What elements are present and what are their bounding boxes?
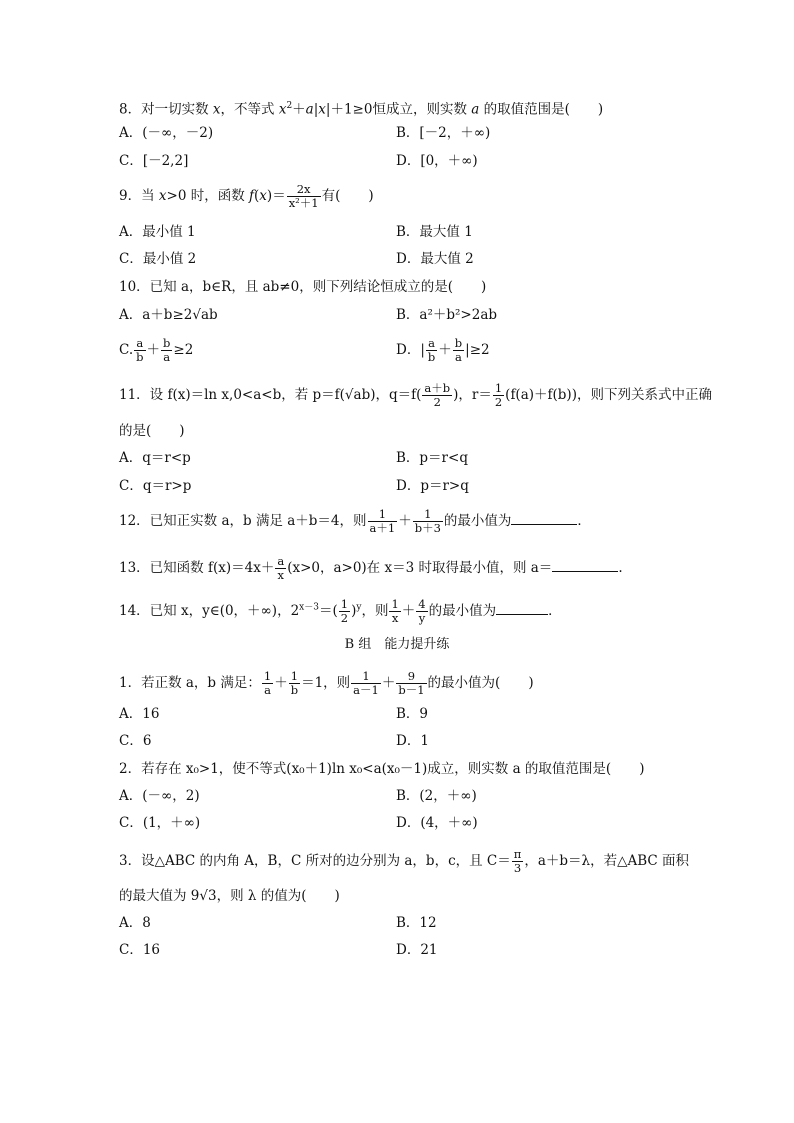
answer-blank [552,559,618,572]
q8-text: ，不等式 [220,101,279,118]
fraction: $\frac{a}{x}$ [277,554,285,582]
q10-option-a: A．a＋b≥2√ab [119,307,218,323]
q9-option-d: D．最大值 2 [396,251,474,267]
q10-option-d: D．| $\frac{a}{b}$ ＋ $\frac{b}{a}$ |≥2 [396,336,490,364]
b3-option-d: D．21 [396,942,438,958]
question-8-stem: 8．对一切实数 x，不等式 $x^2+a|x|+1\ge 0$恒成立，则实数 a 的取值范围是( ) [119,101,604,118]
q8-text: ) [597,101,604,118]
q9-text: ＝ [272,188,286,204]
q11-option-a: A．q＝r<p [119,450,191,466]
fraction: $\frac{9}{b-1}$ [398,669,425,697]
b3-option-b: B．12 [396,915,437,931]
fraction: $\frac{1}{2}$ [494,381,503,409]
b1-option-d: D．1 [396,733,429,749]
fraction: $\frac{1}{a-1}$ [353,669,379,697]
b-question-3-stem-cont: 的最大值为 9√3，则 λ 的值为( ) [119,888,340,904]
b1-option-b: B．9 [396,706,429,722]
q9-text: 9．当 [119,188,159,204]
fraction: $\frac{1}{b}$ [290,669,299,697]
fraction: $\frac{1}{a}$ [263,669,272,697]
q8-text: 的取值范围是( [479,101,570,118]
q10-option-b: B．a²＋b²>2ab [396,307,498,323]
question-9-stem: 9．当 x>0 时，函数 f(x)＝ $\frac{2x}{\text{x²＋1}}$ 有( ) [119,182,374,210]
q9-text: >0 时，函数 [166,188,249,204]
q9-option-a: A．最小值 1 [119,224,196,240]
q8-text: 8．对一切实数 [119,101,213,118]
fraction: $\frac{\pi}{3}$ [513,847,522,875]
fraction: $\frac{a}{b}$ [427,336,436,364]
q11-option-d: D．p＝r>q [396,478,469,494]
b2-option-b: B．(2，＋∞) [396,788,477,804]
b2-option-d: D．(4，＋∞) [396,815,478,831]
q9-text: 有( [321,188,341,204]
q8-option-b: B．[－2，＋∞) [396,125,491,141]
b3-option-c: C．16 [119,942,161,958]
question-11-stem: 11．设 f(x)＝ln x,0<a<b，若 p＝f(√ab)，q＝f( $\frac{a+b}{2}$ )，r＝ $\frac{1}{2}$ (f(a)＋f(b))，则下列关系式中正确 [119,381,712,409]
q11-option-c: C．q＝r>p [119,478,192,494]
q8-option-a: A．(－∞，－2) [119,125,214,141]
section-heading: B 组 能力提升练 [344,637,450,652]
b2-option-c: C．(1，＋∞) [119,815,201,831]
q8-option-d: D．[0，＋∞) [396,153,478,169]
b1-option-a: A．16 [119,706,160,722]
fraction: $\frac{a}{b}$ [136,336,144,364]
question-13-stem: 13．已知函数 f(x)＝4x＋ $\frac{a}{x}$ (x>0，a>0)在 x＝3 时取得最小值，则 a＝ . [119,554,623,582]
fraction: $\frac{b}{a}$ [163,336,171,364]
fraction: $\frac{4}{y}$ [418,597,426,625]
q11-option-b: B．p＝r<q [396,450,468,466]
question-11-stem-cont: 的是( ) [119,423,185,439]
q9-text: ) [368,188,374,204]
question-14-stem: 14．已知 x，y∈(0，＋∞)，$2^{x-3}=$( $\frac{1}{2}$ )$^y$，则 $\frac{1}{x}$ ＋ $\frac{4}{y}$ 的最小值为 ． [119,597,562,625]
fraction: $\frac{a+b}{2}$ [424,381,451,409]
answer-blank [511,512,577,525]
b-question-3-stem: 3．设△ABC 的内角 A，B，C 所对的边分别为 a，b，c，且 C＝ $\frac{\pi}{3}$ ，a＋b＝λ，若△ABC 面积 [119,847,689,875]
q9-option-c: C．最小值 2 [119,251,197,267]
fraction: $\frac{1}{x}$ [391,597,399,625]
b2-option-a: A．(－∞，2) [119,788,200,804]
fraction: $\frac{1}{2}$ [340,597,349,625]
b-question-2-stem: 2．若存在 x₀>1，使不等式(x₀＋1)ln x₀<a(x₀－1)成立，则实数 a 的取值范围是( ) [119,761,645,777]
q8-text: 恒成立，则实数 [372,101,472,118]
fraction: $\frac{1}{b+3}$ [414,507,441,535]
fraction: $\frac{1}{a+1}$ [369,507,396,535]
b-question-1-stem: 1．若正数 a，b 满足： $\frac{1}{a}$ ＋ $\frac{1}{b}$ ＝1，则 $\frac{1}{a-1}$ ＋ $\frac{9}{b-1}$ 的最小值为( ) [119,669,534,697]
q9-fraction: $\frac{2x}{\text{x²＋1}}$ [288,182,319,210]
q9-option-b: B．最大值 1 [396,224,473,240]
q10-option-c: C. $\frac{a}{b}$ ＋ $\frac{b}{a}$ ≥2 [119,336,194,364]
fraction: $\frac{b}{a}$ [454,336,463,364]
b1-option-c: C．6 [119,733,152,749]
answer-blank [496,602,548,615]
b3-option-a: A．8 [119,915,151,931]
question-10-stem: 10．已知 a，b∈R，且 ab≠0，则下列结论恒成立的是( ) [119,279,487,295]
q8-option-c: C．[－2,2] [119,153,189,169]
question-12-stem: 12．已知正实数 a，b 满足 a＋b＝4，则 $\frac{1}{a+1}$ ＋ $\frac{1}{b+3}$ 的最小值为 ． [119,507,591,535]
